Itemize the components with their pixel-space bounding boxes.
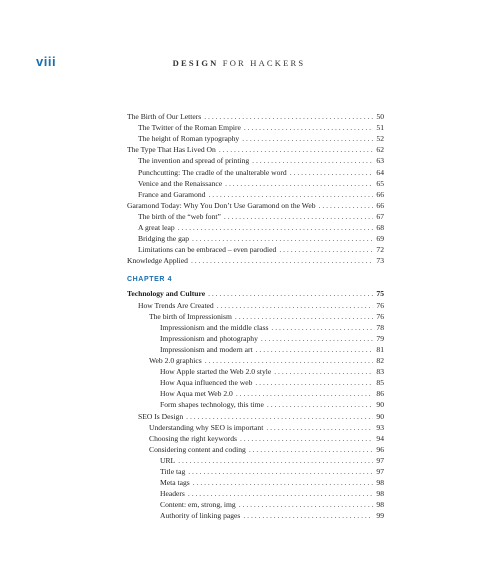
toc-entry — [0, 455, 384, 466]
dot-leader — [266, 422, 373, 433]
toc-entry-page: 97 — [376, 455, 384, 465]
dot-leader — [239, 499, 374, 510]
toc-entry-page: 99 — [376, 511, 384, 521]
dot-leader — [290, 167, 374, 178]
toc-entry — [0, 155, 384, 166]
toc-entry-title: Garamond Today: Why You Don’t Use Garamond on the Web — [127, 200, 316, 210]
toc-entry-title: Bridging the gap — [138, 234, 190, 244]
dot-leader — [267, 399, 373, 410]
toc-entry-title: Content: em, strong, img — [160, 500, 236, 510]
toc-entry-page: 64 — [376, 167, 384, 177]
toc-entry-title: Limitations can be embraced – even parodied — [138, 245, 277, 255]
toc-entry-page: 50 — [376, 112, 384, 121]
toc-entry — [0, 388, 384, 399]
toc-entry-title: URL — [160, 455, 176, 465]
toc-entry-page: 67 — [376, 211, 384, 221]
dot-leader — [235, 311, 374, 322]
toc-entry-title: The birth of Impressionism — [149, 311, 232, 321]
toc-entry-page: 78 — [376, 322, 384, 332]
dot-leader — [256, 344, 374, 355]
dot-leader — [225, 178, 373, 189]
toc-entry — [0, 244, 384, 255]
running-head-rest: FOR HACKERS — [218, 58, 306, 68]
dot-leader — [274, 366, 373, 377]
toc-entry-title: The height of Roman typography — [138, 134, 240, 144]
toc-entry-page: 90 — [376, 411, 384, 421]
toc-entry-title: Understanding why SEO is important — [149, 422, 264, 432]
dot-leader — [188, 466, 373, 477]
toc-entry-title: The birth of the “web font” — [138, 211, 221, 221]
toc-entry — [0, 211, 384, 222]
toc-entry-page: 85 — [376, 378, 384, 388]
dot-leader — [205, 355, 374, 366]
toc-entry-title: Venice and the Renaissance — [138, 178, 223, 188]
toc-entry — [0, 333, 384, 344]
toc-entry — [0, 355, 384, 366]
dot-leader — [204, 111, 373, 122]
toc-entry — [0, 488, 384, 499]
dot-leader — [192, 233, 373, 244]
toc-entry-title: Title tag — [160, 467, 186, 476]
toc-entry — [0, 167, 384, 178]
chapter-label: CHAPTER 4 — [127, 276, 173, 284]
toc-entry — [0, 144, 384, 155]
toc-entry-page: 76 — [376, 311, 384, 321]
toc-entry-page: 62 — [376, 145, 384, 155]
dot-leader — [319, 200, 374, 211]
toc-entry-page: 98 — [376, 500, 384, 510]
toc-entry-title: Authority of linking pages — [160, 511, 241, 521]
toc-entry — [0, 133, 384, 144]
toc-entry — [0, 233, 384, 244]
dot-leader — [252, 155, 373, 166]
page-number: viii — [36, 54, 57, 69]
dot-leader — [279, 244, 373, 255]
toc-entry-page: 75 — [376, 289, 384, 299]
toc-entry-page: 94 — [376, 433, 384, 443]
toc-entry — [0, 466, 384, 477]
dot-leader — [244, 122, 374, 133]
toc-entry-title: How Aqua influenced the web — [160, 378, 253, 388]
toc-entry — [0, 477, 384, 488]
dot-leader — [249, 444, 374, 455]
toc-entry — [0, 189, 384, 200]
toc-entry-title: The invention and spread of printing — [138, 156, 250, 166]
toc-entry-title: Form shapes technology, this time — [160, 400, 264, 410]
toc-entry — [0, 222, 384, 233]
toc-entry-page: 90 — [376, 400, 384, 410]
toc-entry-title: Punchcutting: The cradle of the unalterable word — [138, 167, 287, 177]
toc-entry-page: 98 — [376, 489, 384, 499]
toc-entry — [0, 111, 384, 122]
toc-entry-page: 81 — [376, 344, 384, 354]
toc-entry-title: Impressionism and photography — [160, 333, 258, 343]
toc-entry-title: A great leap — [138, 223, 175, 232]
toc-entry-page: 51 — [376, 123, 384, 133]
dot-leader — [240, 433, 373, 444]
dot-leader — [236, 388, 374, 399]
toc-entry — [0, 411, 384, 422]
toc-entry — [0, 366, 384, 377]
toc-entry — [0, 122, 384, 133]
toc-entry — [0, 178, 384, 189]
dot-leader — [255, 377, 373, 388]
toc-entry-page: 98 — [376, 478, 384, 488]
running-head-bold: DESIGN — [172, 58, 219, 68]
toc-entry — [0, 433, 384, 444]
toc-entry-title: Knowledge Applied — [127, 256, 188, 266]
toc-entry-title: Technology and Culture — [127, 289, 206, 299]
dot-leader — [271, 322, 373, 333]
toc-entry-page: 66 — [376, 200, 384, 210]
toc-entry-page: 97 — [376, 467, 384, 476]
toc-entry-page: 69 — [376, 234, 384, 244]
dot-leader — [178, 222, 374, 233]
chapter-title-entry — [0, 288, 384, 299]
toc-entry-title: How Aqua met Web 2.0 — [160, 389, 233, 399]
toc-entry-page: 76 — [376, 300, 384, 310]
toc-entry — [0, 499, 384, 510]
toc-entry-title: Meta tags — [160, 478, 190, 488]
toc-entry-page: 93 — [376, 422, 384, 432]
dot-leader — [261, 333, 374, 344]
dot-leader — [224, 211, 374, 222]
running-head — [0, 58, 478, 68]
toc-entry — [0, 311, 384, 322]
dot-leader — [208, 189, 373, 200]
toc-entry-page: 86 — [376, 389, 384, 399]
dot-leader — [191, 255, 373, 266]
toc-entry-page: 96 — [376, 444, 384, 454]
toc-entry-page: 79 — [376, 333, 384, 343]
toc-entry — [0, 444, 384, 455]
toc-entry-title: France and Garamond — [138, 189, 206, 199]
dot-leader — [178, 455, 373, 466]
toc-entry-page: 68 — [376, 223, 384, 232]
toc-entry-page: 73 — [376, 256, 384, 266]
toc-entry-title: Headers — [160, 489, 185, 499]
toc-entry-title: Impressionism and modern art — [160, 344, 253, 354]
toc-entry-page: 52 — [376, 134, 384, 144]
toc-entry-title: The Twitter of the Roman Empire — [138, 123, 241, 133]
toc-entry — [0, 300, 384, 311]
dot-leader — [193, 477, 374, 488]
toc-entry-page: 83 — [376, 367, 384, 377]
toc-entry-title: The Type That Has Lived On — [127, 145, 216, 155]
toc-entry — [0, 255, 384, 266]
toc-entry — [0, 344, 384, 355]
toc-entry-title: Considering content and coding — [149, 444, 246, 454]
toc-entry — [0, 422, 384, 433]
dot-leader — [217, 300, 374, 311]
toc-entry-title: Impressionism and the middle class — [160, 322, 269, 332]
toc-entry — [0, 322, 384, 333]
toc-entry-page: 66 — [376, 189, 384, 199]
dot-leader — [186, 411, 373, 422]
dot-leader — [243, 510, 373, 521]
dot-leader — [208, 288, 373, 299]
toc-entry — [0, 399, 384, 410]
toc-entry-title: SEO Is Design — [138, 411, 184, 421]
toc-entry-title: Web 2.0 graphics — [149, 356, 202, 365]
toc-entry-page: 65 — [376, 178, 384, 188]
toc-entry-title: The Birth of Our Letters — [127, 112, 202, 121]
dot-leader — [219, 144, 374, 155]
toc-entry — [0, 377, 384, 388]
toc-entry-title: Choosing the right keywords — [149, 433, 237, 443]
toc-entry-title: How Apple started the Web 2.0 style — [160, 367, 272, 377]
toc-entry — [0, 510, 384, 521]
toc-entry-page: 72 — [376, 245, 384, 255]
dot-leader — [188, 488, 374, 499]
toc-entry-page: 63 — [376, 156, 384, 166]
toc-entry-title: How Trends Are Created — [138, 300, 214, 310]
toc-entry-page: 82 — [376, 356, 384, 365]
dot-leader — [242, 133, 373, 144]
toc-entry — [0, 200, 384, 211]
